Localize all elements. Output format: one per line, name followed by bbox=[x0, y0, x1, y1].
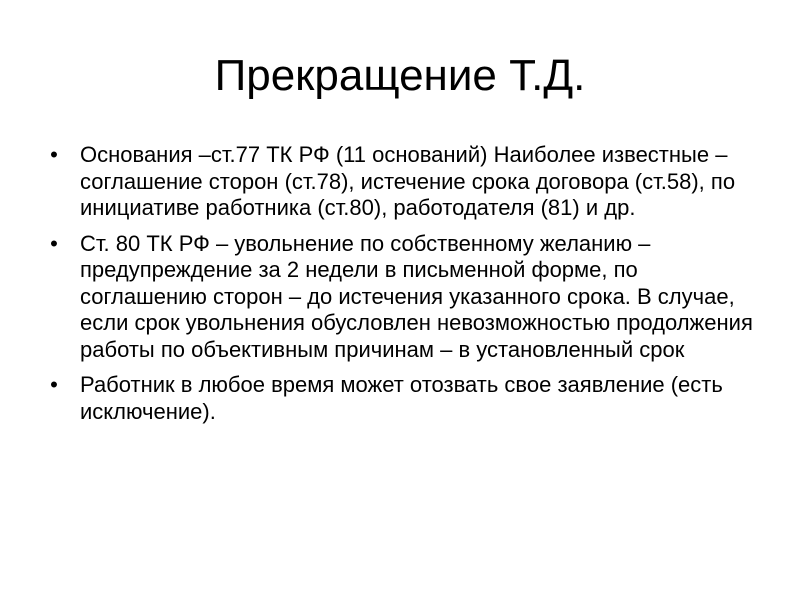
bullet-text: Основания –ст.77 ТК РФ (11 оснований) Наиболее известные – соглашение сторон (ст.78), истечение срока договора (ст.58), по инициативе работника (ст.80), работодателя (81) и др. bbox=[80, 142, 736, 220]
bullet-dot-icon: • bbox=[50, 230, 58, 256]
bullet-item bbox=[44, 372, 764, 425]
bullet-text: Работник в любое время может отозвать свое заявление (есть исключение). bbox=[80, 372, 723, 424]
bullet-list bbox=[44, 142, 764, 434]
bullet-text: Ст. 80 ТК РФ – увольнение по собственному желанию – предупреждение за 2 недели в письменной форме, по соглашению сторон – до истечения указанного срока. В случае, если срок увольнения обусловлен невозможностью продолжения работы по объективным причинам – в установленный срок bbox=[80, 230, 753, 362]
bullet-item bbox=[44, 142, 764, 222]
bullet-item bbox=[44, 231, 764, 364]
bullet-dot-icon: • bbox=[50, 142, 58, 167]
slide-title: Прекращение Т.Д. bbox=[214, 51, 586, 100]
bullet-dot-icon: • bbox=[50, 372, 58, 397]
